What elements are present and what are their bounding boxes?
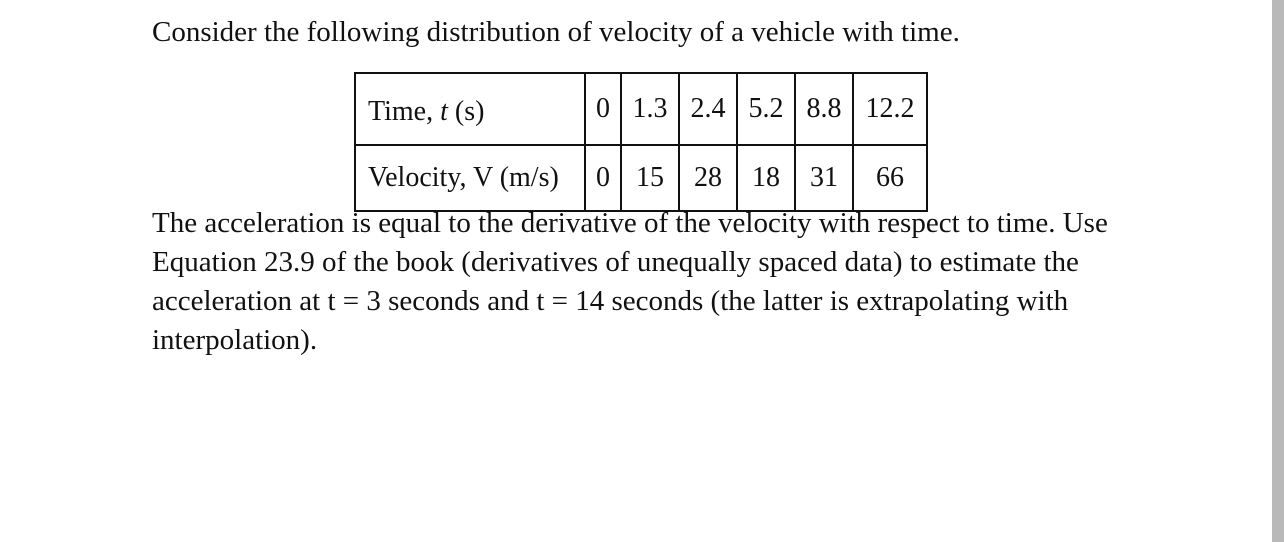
velocity-cell: 28 <box>679 145 737 211</box>
time-label: Time, <box>368 96 434 127</box>
velocity-cell: 66 <box>853 145 927 211</box>
time-row <box>355 73 927 145</box>
question-paragraph: The acceleration is equal to the derivative of the velocity with respect to time. Use Equation 23.9 of the book (derivatives of unequally spaced data) to estimate the acceleration at t = 3 seconds and t = 14 seconds (the latter is extrapolating with interpolation). <box>152 207 1108 356</box>
velocity-cell: 15 <box>621 145 679 211</box>
velocity-cell: 0 <box>585 145 621 211</box>
velocity-header-cell <box>355 145 585 211</box>
velocity-label: Velocity, V <box>368 162 493 193</box>
time-unit: (s) <box>454 96 485 127</box>
velocity-cell: 18 <box>737 145 795 211</box>
intro-text: Consider the following distribution of velocity of a vehicle with time. <box>152 16 960 48</box>
velocity-cell: 31 <box>795 145 853 211</box>
time-cell: 2.4 <box>679 73 737 145</box>
time-cell: 0 <box>585 73 621 145</box>
velocity-unit: (m/s) <box>499 162 559 193</box>
velocity-row <box>355 145 927 211</box>
scrollbar[interactable] <box>1272 0 1284 542</box>
time-cell: 5.2 <box>737 73 795 145</box>
time-cell: 12.2 <box>853 73 927 145</box>
time-cell: 8.8 <box>795 73 853 145</box>
time-symbol: t <box>440 96 448 127</box>
velocity-time-table <box>354 72 928 212</box>
time-header-cell <box>355 73 585 145</box>
time-cell: 1.3 <box>621 73 679 145</box>
